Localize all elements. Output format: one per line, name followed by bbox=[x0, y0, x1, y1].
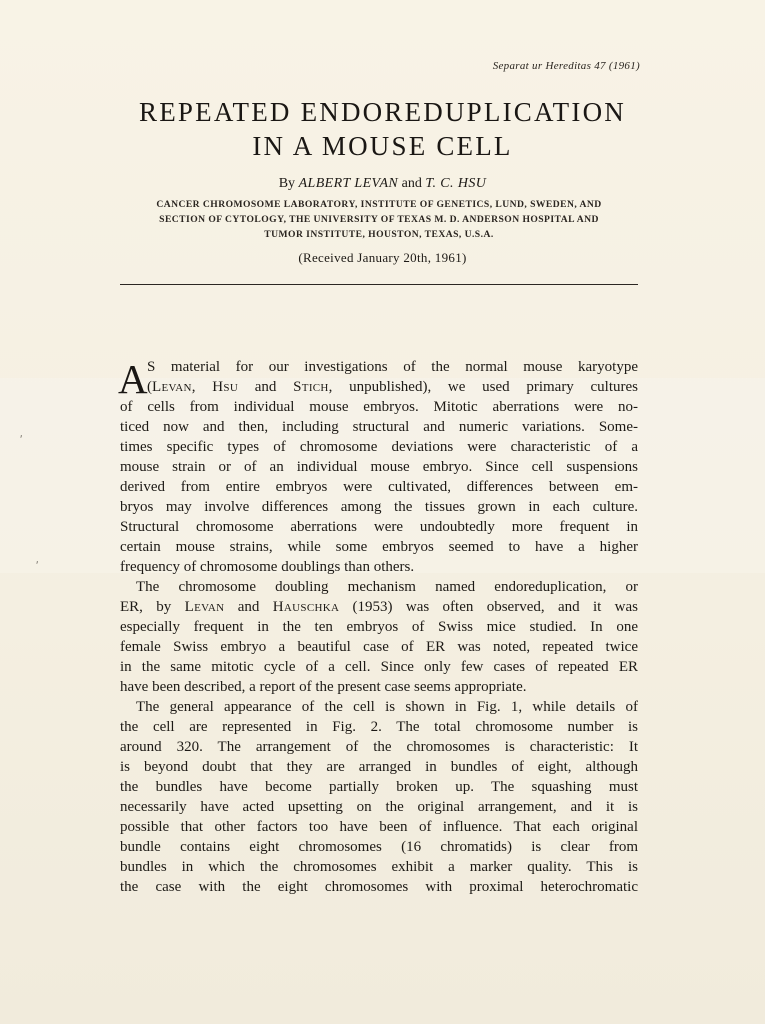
p1-line-8: bryos may involve differences among the tissues grown in each culture. bbox=[120, 499, 638, 515]
citation-levan: Levan bbox=[152, 379, 192, 395]
p1-line-6: mouse strain or of an individual mouse embryo. Since cell suspensions bbox=[120, 459, 638, 475]
p3-line-1: The general appearance of the cell is shown in Fig. 1, while details of bbox=[136, 699, 638, 715]
affiliation-line-3: TUMOR INSTITUTE, HOUSTON, TEXAS, U.S.A. bbox=[264, 229, 494, 240]
p1-line-3: of cells from individual mouse embryos. Mitotic aberrations were no- bbox=[120, 399, 638, 415]
p2-line-5: in the same mitotic cycle of a cell. Since only few cases of repeated ER bbox=[120, 659, 638, 675]
citation-hsu: Hsu bbox=[212, 379, 239, 395]
citation-levan-2: Levan bbox=[184, 599, 225, 615]
p1-line-9: Structural chromosome aberrations were undoubtedly more frequent in bbox=[120, 519, 638, 535]
affiliation-line-2: SECTION OF CYTOLOGY, THE UNIVERSITY OF TEXAS M. D. ANDERSON HOSPITAL AND bbox=[159, 214, 599, 225]
p2-line-4: female Swiss embryo a beautiful case of ER was noted, repeated twice bbox=[120, 639, 638, 655]
p3-line-8: bundle contains eight chromosomes (16 chromatids) is clear from bbox=[120, 839, 638, 855]
p1-line-4: ticed now and then, including structural and numeric variations. Some- bbox=[120, 419, 638, 435]
drop-cap: A bbox=[118, 356, 148, 402]
p1-line-7: derived from entire embryos were cultivated, differences between em- bbox=[120, 479, 638, 495]
citation-stich: Stich bbox=[293, 379, 329, 395]
p3-line-10: the case with the eight chromosomes with proximal heterochromatic bbox=[120, 879, 638, 895]
margin-mark: ʹ bbox=[20, 432, 23, 446]
p3-line-7: possible that other factors too have been of influence. That each original bbox=[120, 819, 638, 835]
p1-line-11: frequency of chromosome doublings than others. bbox=[120, 559, 415, 575]
affiliation-line-1: CANCER CHROMOSOME LABORATORY, INSTITUTE OF GENETICS, LUND, SWEDEN, AND bbox=[156, 199, 602, 210]
p1-line-2: (Levan, Hsu and Stich, unpublished), we used primary cultures bbox=[147, 379, 639, 395]
title-line-2: IN A MOUSE CELL bbox=[252, 131, 513, 161]
paper-title bbox=[0, 95, 765, 163]
p3-line-9: bundles in which the chromosomes exhibit a marker quality. This is bbox=[120, 859, 638, 875]
header-rule bbox=[120, 284, 638, 285]
title-line-1: REPEATED ENDOREDUPLICATION bbox=[139, 97, 626, 127]
p3-line-6: necessarily have acted upsetting on the original arrangement, and it is bbox=[120, 799, 638, 815]
p2-line-2: ER, by Levan and Hauschka (1953) was often observed, and it was bbox=[120, 599, 638, 615]
author-1: ALBERT LEVAN bbox=[298, 176, 399, 191]
p3-line-4: is beyond doubt that they are arranged in bundles of eight, although bbox=[120, 759, 638, 775]
author-2: T. C. HSU bbox=[425, 176, 487, 191]
received-date: (Received January 20th, 1961) bbox=[298, 250, 467, 265]
p1-line-5: times specific types of chromosome deviations were characteristic of a bbox=[120, 439, 638, 455]
p2-line-1: The chromosome doubling mechanism named endoreduplication, or bbox=[136, 579, 638, 595]
byline bbox=[0, 176, 765, 192]
affiliation bbox=[120, 197, 638, 242]
body-text bbox=[120, 357, 638, 897]
margin-mark: ʹ bbox=[36, 558, 39, 572]
p1-line-1: S material for our investigations of the normal mouse karyotype bbox=[147, 359, 638, 375]
p2-line-3: especially frequent in the ten embryos of Swiss mice studied. In one bbox=[120, 619, 638, 635]
journal-reference: Separat ur Hereditas 47 (1961) bbox=[492, 60, 640, 72]
p3-line-2: the cell are represented in Fig. 2. The total chromosome number is bbox=[120, 719, 638, 735]
byline-by: By bbox=[278, 176, 296, 191]
p2-line-6: have been described, a report of the present case seems appropriate. bbox=[120, 679, 527, 695]
citation-hauschka: Hauschka bbox=[272, 599, 340, 615]
p3-line-5: the bundles have become partially broken up. The squashing must bbox=[120, 779, 638, 795]
byline-and: and bbox=[401, 176, 422, 191]
p1-line-10: certain mouse strains, while some embryos seemed to have a higher bbox=[120, 539, 638, 555]
p3-line-3: around 320. The arrangement of the chromosomes is characteristic: It bbox=[120, 739, 638, 755]
